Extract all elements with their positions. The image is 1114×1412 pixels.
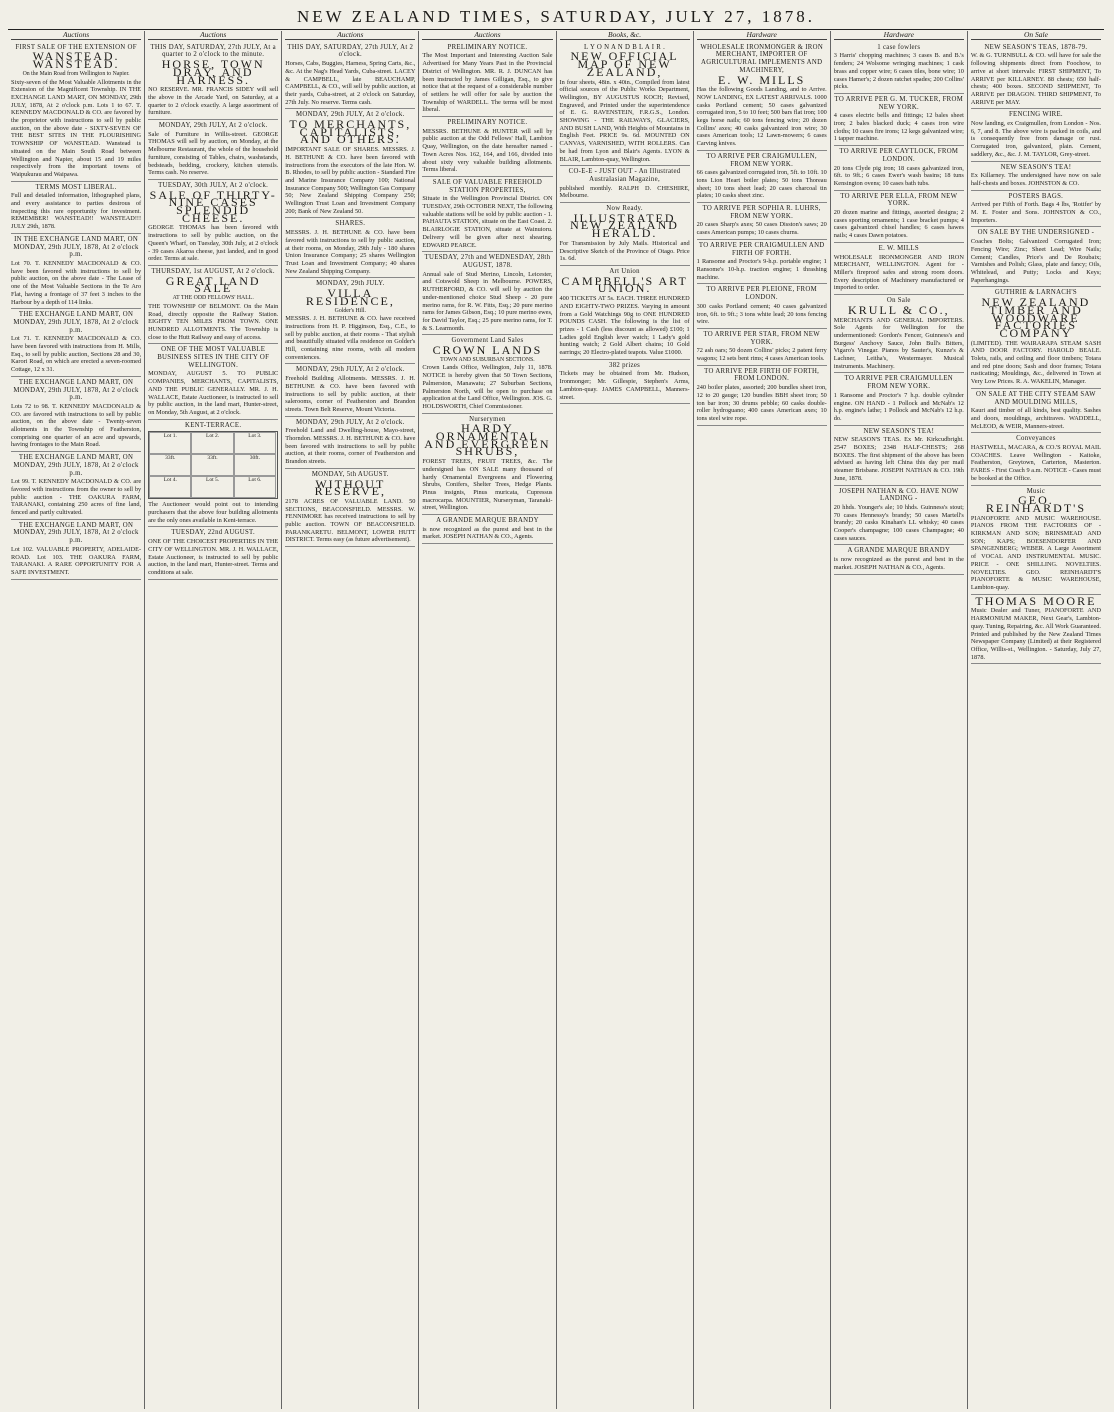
ad-body-text: Annual sale of Stud Merino, Lincoln, Leicester, and Cotswold Sheep in Melbourne. POWERS, RUTHERFORD, & CO. will sell by auction the under-mentioned choice Stud Sheep - 20 pure merino rams, for R. W. Fitts, Esq.; 20 pure merino rams for James Gibson, Esq.; 10 pure merino ewes, for David Taylor, Esq.; 25 pure merino rams, for T. & S. Learmonth. xyxy=(422,270,553,332)
ad-heading: Art Union xyxy=(609,267,640,275)
ad-heading: TUESDAY, 27th and WEDNESDAY, 28th AUGUST, 1878. xyxy=(424,254,551,269)
column-4 xyxy=(419,31,556,1409)
ad-body-text: Music Dealer and Tuner, PIANOFORTE AND HARMONIUM MAKER, Next Gear's, Lambton-quay. Tuning, Repairing, &c. All Work Guaranteed. Printed and published by the New Zealand Times Newspaper Company (Limited) at their Registered Office, Willis-st., Wellington. - Saturday, July 27, 1878. xyxy=(970,607,1101,661)
ad-body-text: 72 ash oars; 50 dozen Collins' picks; 2 patent ferry wagons; 12 sets bent rims; 4 cases American tools. xyxy=(696,347,827,363)
ad-heading: Now Ready. xyxy=(606,205,643,213)
advertisement xyxy=(11,309,141,377)
column-section-header: Books, &c. xyxy=(560,31,690,40)
ad-body-text: NEW SEASON'S TEAS. Ex Mr. Kirkcudbright. 2547 BOXES; 2348 HALF-CHESTS; 268 BOXES. The first shipment of the above has been advised as having left China this day per mail steamer Brisbane. JOSEPH NATHAN & CO. 19th June, 1878. xyxy=(833,436,964,482)
ad-heading: IN THE EXCHANGE LAND MART, ON MONDAY, 29th JULY, 1878, At 2 o'clock p.m. xyxy=(13,235,139,259)
advertisement xyxy=(697,151,827,203)
ad-display-title: GEO. REINHARDT'S xyxy=(985,493,1087,515)
ad-heading: THE EXCHANGE LAND MART, ON MONDAY, 29th JULY, 1878, At 2 o'clock p.m. xyxy=(13,311,139,334)
advertisement xyxy=(971,287,1101,388)
ad-display-title: KRULL & CO., xyxy=(848,302,950,317)
ad-body-text: Arrived per Fifth of Forth. Bags 4 lbs, 'Rotifer' by M. E. Foster and Sons. JOHNSTON & CO., Importers. xyxy=(970,201,1101,224)
advertisement xyxy=(834,373,964,425)
ad-heading: MONDAY, 29th JULY, At 2 o'clock. xyxy=(158,122,268,130)
advertisement xyxy=(971,42,1101,110)
advertisement xyxy=(148,266,278,344)
ad-heading: MONDAY, 29th JULY, At 2 o'clock. xyxy=(296,418,405,426)
advertisement xyxy=(285,218,415,278)
ad-body-text: For Transmission by July Mails. Historical and Descriptive Sketch of the Province of Otago. Price 1s. 6d. xyxy=(559,239,690,263)
ad-heading: TO ARRIVE PER CAYTLOCK, FROM LONDON. xyxy=(839,148,959,163)
advertisement xyxy=(148,180,278,266)
ad-heading: Music xyxy=(1026,487,1046,495)
ad-body-text: 66 cases galvanized corrugated iron, 5ft. to 10ft. 10 tons Lion Heart boiler plates; 50 tons Thoreau sheet; 10 tons sheet lead; 20 cases charcoal tin plates; 10 casks sheet zinc. xyxy=(696,169,827,200)
advertisement xyxy=(971,227,1101,287)
ad-heading: JOSEPH NATHAN & CO. HAVE NOW LANDING - xyxy=(838,487,959,503)
advertisement xyxy=(697,42,827,151)
ad-body-text: WHOLESALE IRONMONGER AND IRON MERCHANT, WELLINGTON. Agent for - Miller's fireproof safes and strong room doors. Every description of Machinery manufactured or imported to order. xyxy=(833,253,964,292)
lot-plan-table xyxy=(148,431,278,499)
ad-body-text: NO RESERVE. MR. FRANCIS SIDEY will sell the above in the Arcade Yard, on Saturday, at a quarter to 2 o'clock exactly. A large assortment of furniture. xyxy=(148,86,279,117)
ad-body-text: Lot 70. T. KENNEDY MACDONALD & CO. have been favored with instructions to sell by public auction, on the above date - The Lease of one of the Most Valuable Sections in the Te Aro Flat, having a frontage of 37 feet 3 inches to the Harbour by a depth of 114 links. xyxy=(11,259,142,306)
advertisement xyxy=(971,595,1101,665)
advertisement xyxy=(971,109,1101,161)
ad-heading: 382 prizes xyxy=(609,361,641,369)
ad-heading: On Sale xyxy=(886,297,911,305)
ad-body-text: Coaches Bolts; Galvanized Corrugated Iron; Fencing Wire; Zinc; Sheet Lead; Wire Nails; Cement; Candles, Price's and De Roubaix; Varnishes and Polish; Glass, plate and fancy; Oils, Whitelead, and Putty; Locks and Keys; Paperhangings. xyxy=(970,238,1101,284)
ad-body-text: W. & G. TURNBULL & CO. will have for sale the following shipments direct from Foochow, to arrive at short intervals: FIRST SHIPMENT, To ARRIVE per KILLARNEY. 88 chests; 650 half-chests; 400 boxes. SECOND SHIPMENT, To ARRIVE per DRAGON. THIRD SHIPMENT, To ARRIVE per MAY. xyxy=(970,52,1101,106)
ad-body-text: IMPORTANT SALE OF SHARES. MESSRS. J. H. BETHUNE & CO. have been favored with instructions from the executors of the late Hon. W. B. Rhodes, to sell by public auction - Standard Fire and Marine Insurance Company 100; National Insurance Company 500; Wellington Gas Company 50; New Zealand Shipping Company 250; Wellington Trust Loan and Investment Company 200; Bank of New Zealand 50. xyxy=(285,146,416,215)
ad-body-text: PIANOFORTE AND MUSIC WAREHOUSE. PIANOS FROM THE FACTORIES OF - KIRKMAN AND SON; BRINSMEAD AND SON; KAPS; BOESENDORFER AND SPANGENBERG; WEBER. A Large Assortment of VOCAL AND INSTRUMENTAL MUSIC. PRICE - ONE SHILLING. NOVELTIES. NOVELTIES. GEO. REINHARDT'S PIANOFORTE & MUSIC WAREHOUSE, Lambton-quay. xyxy=(970,514,1101,591)
ad-body-text: Ex Killarney. The undersigned have now on sale half-chests and boxes. JOHNSTON & CO. xyxy=(970,172,1101,187)
ad-body-text: MONDAY, AUGUST 5. TO PUBLIC COMPANIES, MERCHANTS, CAPITALISTS, AND THE PUBLIC GENERALLY. MR. J. H. WALLACE, Estate Auctioneer, is instructed to sell by public auction, in the land mart, Hunter-street, on Monday, 5th August, at 2 o'clock. xyxy=(148,370,279,416)
ad-body-text: Kauri and timber of all kinds, best quality. Sashes and doors, mouldings, architraves. WADDELL, McLEOD, & WEIR, Manners-street. xyxy=(970,407,1101,430)
ad-heading: THIS DAY, SATURDAY, 27th JULY, At a quarter to 2 o'clock to the minute. xyxy=(150,43,276,59)
advertisement xyxy=(834,545,964,574)
ad-heading: ONE OF THE MOST VALUABLE BUSINESS SITES IN THE CITY OF WELLINGTON. xyxy=(157,346,270,369)
ad-heading: TO ARRIVE PER FIRTH OF FORTH, FROM LONDON. xyxy=(704,367,820,383)
advertisement xyxy=(971,162,1101,191)
advertisement xyxy=(834,486,964,546)
ad-body-text: Now landing, ex Craigmullen, from London - Nos. 6, 7, and 8. The above wire is packed in coils, and is consequently free from damage or rust. Corrugated iron, galvanized, plain. Cement, saddlery, &c., &c. J. M. TAYLOR, Grey-street. xyxy=(970,120,1101,158)
ad-heading: NEW SEASON'S TEAS, 1878-79. xyxy=(984,43,1088,51)
ad-body-text: 2178 ACRES OF VALUABLE LAND. 50 SECTIONS, BEACONSFIELD. MESSRS. W. FENNIMORE has received instructions to sell by public auction. TOWN OF BEACONSFIELD. PARANKARETU. BELMONT, LOWER HUTT DISTRICT. Terms easy (as future advertisement). xyxy=(285,497,416,544)
lot-cell: Lot 3. xyxy=(234,432,276,454)
advertisement xyxy=(148,527,278,579)
ad-body-text: HASTWELL, MACARA, & CO.'S ROYAL MAIL COACHES. Leave Wellington - Kaitoke, Featherston, Greytown, Carterton, Masterton. FARES - First Coach 9 a.m. NOTICE - Cases must be booked at the Office. xyxy=(970,444,1101,482)
ad-display-title: THOMAS MOORE xyxy=(975,593,1097,608)
ad-heading: MONDAY, 29th JULY, At 2 o'clock. xyxy=(296,366,405,374)
ad-body-text: MERCHANTS AND GENERAL IMPORTERS. Sole Agents for Wellington for the undermentioned: Gordon's Fencer, Guinness's and Burgess' Anchovy Sauce, John Bull's Bitters, Vigaro's Vinegar. Pianos by Sauter's, Kunze's & Lachner, Leitha's, Westermayer. Musical instruments. Machinery. xyxy=(833,316,964,370)
ad-body-text: 4 cases electric bells and fittings; 12 bales sheet iron; 2 bales blacked duck; 4 cases iron wire cloths; 10 cases fire irons; 12 kegs galvanized wire; 1 tapper machine. xyxy=(833,112,964,143)
ad-heading: TO ARRIVE PER G. M. TUCKER, FROM NEW YORK. xyxy=(834,95,964,111)
ad-heading: Government Land Sales xyxy=(451,337,524,345)
advertisement xyxy=(285,42,415,110)
advertisement xyxy=(422,252,552,335)
ad-heading: 1 case fowlers xyxy=(877,43,921,51)
ad-heading: FENCING WIRE. xyxy=(1008,111,1063,119)
ad-heading: L Y O N A N D B L A I R . xyxy=(584,43,666,51)
ad-body-text: ONE OF THE CHOICEST PROPERTIES IN THE CITY OF WELLINGTON. MR. J. H. WALLACE, Estate Auctioneer, is instructed to sell by public auction, in the land mart, Hunter-street. Terms and conditions at sale. xyxy=(148,538,279,576)
advertisement xyxy=(422,414,552,515)
ad-display-title: VILLA RESIDENCE, xyxy=(305,286,395,308)
masthead-rule xyxy=(8,29,1104,30)
ad-heading: THURSDAY, 1st AUGUST, At 2 o'clock. xyxy=(151,267,275,275)
advertisement xyxy=(560,42,690,167)
ad-body-text: Full and detailed information, lithographed plans, and every assistance to parties desirous of inspecting this rare opportunity for investment. REMEMBER! WANSTEAD!! WANSTEAD!!! JULY 29th, 1878. xyxy=(11,192,142,231)
ad-heading: ON SALE AT THE CITY STEAM SAW AND MOULDING MILLS, xyxy=(976,390,1096,406)
ad-body-text: 20 tons Clyde pig iron; 18 cases galvanized iron, 6ft. to 9ft.; 6 cases Ewer's wash basins; 18 tuns Kensington ovens; 10 cases bath tubs. xyxy=(833,164,964,187)
column-6 xyxy=(694,31,831,1409)
advertisement xyxy=(697,329,827,366)
ad-display-title: NEW OFFICIAL MAP OF NEW ZEALAND, xyxy=(570,49,679,79)
advertisement xyxy=(148,120,278,180)
column-2 xyxy=(145,31,282,1409)
ad-subheading: Golder's Hill. xyxy=(334,307,366,314)
ad-body-text: Has the following Goods Landing, and to Arrive. NOW LANDING, EX LATEST ARRIVALS. 1000 casks Portland cement; 50 cases galvanized corrugated iron, 5 to 10 feet; 500 bars flat iron; 100 kegs horse nails; 60 tons fencing wire; 20 dozen Collins' axes; 40 casks galvanized iron wire; 30 cases American tools; 12 Lawn-mowers; 6 cases Carving knives. xyxy=(696,86,827,148)
advertisement xyxy=(422,177,552,252)
ad-heading: TO ARRIVE PER CRAIGMULLEN FROM NEW YORK. xyxy=(844,375,953,391)
ad-heading: WHOLESALE IRONMONGER & IRON MERCHANT, IMPORTER OF AGRICULTURAL IMPLEMENTS AND MACHINERY, xyxy=(700,43,824,74)
ad-heading: ON SALE BY THE UNDERSIGNED - xyxy=(977,229,1095,237)
advertisement xyxy=(834,426,964,486)
advertisement xyxy=(422,335,552,413)
columns-container xyxy=(8,31,1104,1409)
advertisement xyxy=(834,146,964,191)
column-section-header: Auctions xyxy=(422,31,552,40)
advertisement xyxy=(11,452,141,520)
lot-cell: Lot 4. xyxy=(149,476,191,498)
ad-body-text: MESSRS. BETHUNE & HUNTER will sell by public auction at the Odd Fellows' Hall, Lambton Quay, Wellington, on the date hereafter named - Town Acres Nos. 162, 164, and 166, divided into about sixty very valuable building allotments. Terms liberal. xyxy=(422,127,553,174)
advertisement xyxy=(11,377,141,452)
ad-heading: GUTHRIE & LARNACH'S xyxy=(994,289,1077,297)
column-7 xyxy=(831,31,968,1409)
ad-body-text: Freehold Land and Dwelling-house, Mayo-street, Thorndon. MESSRS. J. H. BETHUNE & CO. have been favored with instructions to sell by public auction, at their rooms, corner of Featherston and Brandon streets. xyxy=(285,427,416,466)
ad-heading: THE EXCHANGE LAND MART, ON MONDAY, 29th JULY, 1878, At 2 o'clock p.m. xyxy=(13,521,139,545)
advertisement xyxy=(285,109,415,218)
advertisement xyxy=(285,469,415,547)
advertisement xyxy=(560,166,690,203)
lot-cell: 33ft. xyxy=(149,454,191,476)
lot-cell: Lot 2. xyxy=(191,432,233,454)
ad-body-text: Crown Lands Office, Wellington, July 11, 1878. NOTICE is hereby given that 50 Town Sections, Palmerston, Manawatu; 27 Suburban Sections, Palmerston North, will be open to purchase on application at the Land Office, Wellington. JOS. G. HOLDSWORTH, Chief Commissioner. xyxy=(422,364,553,410)
ad-heading: SALE OF VALUABLE FREEHOLD STATION PROPERTIES, xyxy=(432,178,543,194)
ad-heading: FIRST SALE OF THE EXTENSION OF xyxy=(15,43,137,51)
ad-heading: THIS DAY, SATURDAY, 27th JULY, At 2 o'clock. xyxy=(287,43,414,59)
ad-body-text: In four sheets, 48in. x 40in., Compiled from latest official sources of the Public Works Department, Wellington, BY AUGUSTUS KOCH; Revised, Engraved, and Printed under the superintendence of E. G. RAVENSTEIN, F.R.G.S., London. SHOWING - THE RAILWAYS, GLACIERS, AND BUSH LAND, With Heights of Mountains in English Feet. PRICE 9s. 6d. MOUNTED ON CANVAS, VARNISHED, WITH ROLLERS. Can be had from Lyon and Blair's Agents. LYON & BLAIR, Lambton-quay, Wellington. xyxy=(559,78,690,163)
ad-body-text: 1 Ransome and Proctor's 7 h.p. double cylinder engine. ON HAND - 1 Pollock and McNab's 12 h.p. engine's lathe; 1 Pollock and McNab's 12 h.p. do. xyxy=(833,391,964,422)
column-section-header: Auctions xyxy=(148,31,278,40)
ad-heading: A GRANDE MARQUE BRANDY xyxy=(847,547,951,555)
ad-body-text: MESSRS. J. H. BETHUNE & CO. have been favored with instructions to sell by public auction, at their rooms, on Monday, 29th July - 180 shares Union Insurance Company; 25 shares Wellington Trust Loan and Investment Company; 40 shares New Zealand Shipping Company. xyxy=(285,229,416,275)
ad-heading: TO ARRIVE PER CRAIGMULLEN, FROM NEW YORK. xyxy=(706,152,817,168)
advertisement xyxy=(285,364,415,416)
ad-display-title: TO MERCHANTS, CAPITALISTS, AND OTHERS. xyxy=(289,117,412,147)
ad-body-text: is now recognized as the purest and best in the market. JOSEPH NATHAN & CO., Agents. xyxy=(422,525,553,541)
ad-heading: KENT-TERRACE. xyxy=(185,421,242,429)
advertisement xyxy=(422,117,552,177)
ad-display-title: SALE OF THIRTY-NINE CASES SPLENDID CHEESE. xyxy=(149,187,277,225)
advertisement xyxy=(560,203,690,266)
ad-heading: THE EXCHANGE LAND MART, ON MONDAY, 29th JULY, 1878, At 2 o'clock p.m. xyxy=(13,454,139,477)
ad-heading: TUESDAY, 22nd AUGUST. xyxy=(171,529,255,537)
column-section-header: On Sale xyxy=(971,31,1101,40)
lot-cell: Lot 5. xyxy=(191,476,233,498)
ad-body-text: Lot 99. T. KENNEDY MACDONALD & CO. are favored with instructions from the owner to sell by public auction - THE OAKURA FARM, TARANAKI, containing 250 acres of fine land, fenced and partly cultivated. xyxy=(11,478,142,517)
advertisement xyxy=(834,295,964,373)
advertisement xyxy=(422,515,552,544)
advertisement xyxy=(971,433,1101,485)
ad-body-text: GEORGE THOMAS has been favored with instructions to sell by public auction, on the Queen's Wharf, on Tuesday, 30th July, at 2 o'clock - 39 cases Akaroa cheese, just landed, and in good order. Terms at sale. xyxy=(148,224,279,263)
ad-body-text: 20 hhds. Younger's ale; 10 hhds. Guinness's stout; 70 cases Hennessy's brandy; 50 cases Martell's brandy; 20 casks Kinahan's LL whisky; 40 cases Cooper's champagne; 100 cases Champagne; 40 cases sauces. xyxy=(833,503,964,542)
ad-body-text: Tickets may be obtained from Mr. Hudson, Ironmonger; Mr. Gillespie, Stephen's Arms, Lambton-quay. JAMES CAMPBELL, Manners-street. xyxy=(559,370,690,401)
ad-body-text: Situate in the Wellington Provincial District. ON TUESDAY, 29th OCTOBER NEXT, The following valuable stations will be sold by public auction - 1. PAHAUTA STATION, situate on the East Coast. 2. BLAIRLOGIE STATION, situate at Wainuioru. Delivery will be given after next shearing. EDWARD PEARCE. xyxy=(422,195,553,249)
ad-body-text: Horses, Cabs, Buggies, Harness, Spring Carts, &c., &c. At the Nag's Head Yards, Cuba-street. LACEY & CAMPBELL, late BEAUCHAMP, CAMPBELL, & CO., will sell by public auction, at their yards, Cuba-street, at 2 o'clock on Saturday, 27th July. No reserve. Terms cash. xyxy=(285,60,416,106)
ad-body-text: 1 Ransome and Proctor's 9-h.p. portable engine; 1 Ransome's 10-h.p. traction engine; 1 thrashing machine. xyxy=(696,258,827,281)
lot-cell: 33ft. xyxy=(191,454,233,476)
ad-body-text: Freehold Building Allotments. MESSRS. J. H. BETHUNE & CO. have been favored with instructions to sell by public auction, at their salerooms, corner of Featherston and Brandon streets. Town Belt Reserve, Mount Victoria. xyxy=(285,375,416,413)
ad-display-title: HORSE, TOWN DRAY, AND HARNESS. xyxy=(161,57,265,87)
ad-body-text: Lot 71. T. KENNEDY MACDONALD & CO. have been favored with instructions from H. Mills, Esq., to sell by public auction, Sections 28 and 30, Karori Road, on which are erected a seven-roomed Cottage, 12 x 31. xyxy=(11,335,142,374)
ad-heading: E. W. MILLS xyxy=(878,244,919,252)
ad-body-text: (LIMITED). THE WAIRARAPA STEAM SASH AND DOOR FACTORY. HAROLD BEALE. Tolets, rails, and ceiling and floor timbers; Totara and red pine doors; Sash and door frames; Totara rusticating; Mouldings, &c., delivered in Town at Very Low Prices. R. A. WAKELIN, Manager. xyxy=(970,339,1101,386)
advertisement xyxy=(971,389,1101,434)
advertisement xyxy=(834,42,964,94)
ad-body-text: 20 cases Sharp's axes; 50 cases Disston's saws; 20 cases American pumps; 10 cases churns. xyxy=(696,221,827,237)
column-1 xyxy=(8,31,145,1409)
masthead-title: NEW ZEALAND TIMES, SATURDAY, JULY 27, 1878. xyxy=(297,7,815,26)
ad-heading: NEW SEASON'S TEA! xyxy=(863,427,935,435)
advertisement xyxy=(422,42,552,117)
ad-heading: PRELIMINARY NOTICE. xyxy=(447,43,528,51)
ad-heading: POSTERS BAGS. xyxy=(1008,192,1064,200)
advertisement xyxy=(11,42,141,182)
ad-body-text: 240 boiler plates, assorted; 200 bundles sheet iron, 12 to 20 gauge; 120 bundles BBH sheet iron; 50 ton bar iron; 30 drums pebble; 60 casks double-roller hydroguano; 400 cases American axes; 10 tons steel wire rope. xyxy=(696,384,827,422)
column-section-header: Hardware xyxy=(834,31,964,40)
advertisement xyxy=(148,42,278,120)
advertisement xyxy=(697,284,827,329)
ad-heading: Nurserymen xyxy=(469,415,506,423)
ad-heading: TO ARRIVE PER SOPHIA R. LUHRS, FROM NEW YORK. xyxy=(702,205,821,220)
advertisement xyxy=(285,417,415,469)
ad-heading: MONDAY, 29th JULY. xyxy=(316,280,385,288)
column-section-header: Auctions xyxy=(285,31,415,40)
ad-display-title: E. W. MILLS xyxy=(718,72,806,87)
ad-heading: TO ARRIVE PER CRAIGMULLEN AND FIRTH OF FORTH. xyxy=(698,241,825,257)
advertisement xyxy=(697,240,827,285)
advertisement xyxy=(834,94,964,146)
ad-heading: TO ARRIVE PER ELLA, FROM NEW YORK. xyxy=(840,192,958,208)
advertisement xyxy=(148,344,278,419)
ad-heading: MONDAY, 29th JULY, At 2 o'clock. xyxy=(296,111,405,119)
advertisement xyxy=(148,420,278,528)
ad-heading: THE EXCHANGE LAND MART, ON MONDAY, 29th JULY, 1878, At 2 o'clock p.m. xyxy=(13,378,139,402)
ad-heading: NEW SEASON'S TEA! xyxy=(1000,163,1072,171)
ad-body-text: is now recognized as the purest and best in the market. JOSEPH NATHAN & CO., Agents. xyxy=(833,556,964,571)
advertisement xyxy=(11,234,141,309)
lot-cell: 30ft. xyxy=(234,454,276,476)
ad-subheading: AT THE ODD FELLOWS' HALL. xyxy=(172,295,254,302)
ad-heading: PRELIMINARY NOTICE. xyxy=(447,119,528,127)
column-section-header: Hardware xyxy=(697,31,827,40)
advertisement xyxy=(560,360,690,405)
ad-display-title: HARDY ORNAMENTAL AND EVERGREEN SHRUBS, xyxy=(424,421,551,459)
advertisement xyxy=(971,191,1101,228)
ad-subheading: TOWN AND SUBURBAN SECTIONS. xyxy=(440,356,535,363)
ad-body-text: FOREST TREES, FRUIT TREES, &c. The undersigned has ON SALE many thousand of hardy Ornamental Evergreens and Flowering Shrubs, Conifers, Shelter Trees, Hedge Plants. Pinus insignis, Pinus muricata, Cupressus macrocarpa. MOUNTIER, Nurseryman, Taranaki-street, Wellington. xyxy=(422,458,553,512)
ad-display-title: CAMPBELL'S ART UNION. xyxy=(561,273,688,296)
advertisement xyxy=(11,520,141,580)
lot-cell: Lot 1. xyxy=(149,432,191,454)
ad-body-text: MESSRS. J. H. BETHUNE & CO. have received instructions from H. P. Higginson, Esq., C.E., to sell by public auction, at their rooms - That stylish and beautifully situated villa residence on Golder's Hill, containing nine rooms, with all modern conveniences. xyxy=(285,315,416,361)
ad-body-text: published monthly. RALPH D. CHESHIRE, Melbourne. xyxy=(559,184,690,200)
ad-heading: CO-E-E - JUST OUT - An Illustrated Australasian Magazine, xyxy=(568,168,681,183)
lot-cell: Lot 6. xyxy=(234,476,276,498)
ad-display-title: CROWN LANDS xyxy=(432,343,543,358)
advertisement xyxy=(697,203,827,240)
ad-body-text: Sale of Furniture in Willis-street. GEORGE THOMAS will sell by auction, on Monday, at the Melbourne Restaurant, the whole of the household furniture, consisting of Tables, chairs, washstands, bedsteads, bedding, crockery, kitchen utensils. Terms cash. No reserve. xyxy=(148,130,279,177)
ad-body-text: The Auctioneer would point out to intending purchasers that the above four building allotments are the only ones available in Kent-terrace. xyxy=(148,501,279,524)
ad-heading: MONDAY, 5th AUGUST. xyxy=(311,470,389,478)
advertisement xyxy=(834,191,964,243)
ad-heading: TUESDAY, 30th JULY, At 2 o'clock. xyxy=(158,181,269,189)
ad-heading: TERMS MOST LIBERAL. xyxy=(35,183,117,191)
ad-display-title: ILLUSTRATED NEW ZEALAND HERALD. xyxy=(570,210,679,241)
ad-subheading: On the Main Road from Wellington to Napier. xyxy=(22,70,130,77)
ad-body-text: Lots 72 to 98. T. KENNEDY MACDONALD & CO. are favored with instructions to sell by public auction, on the above date - Twenty-seven allotments in the Township of Featherston, comprising one quarter of an acre and upwards, having frontages to the Main Road. xyxy=(11,402,142,449)
ad-body-text: 300 casks Portland cement; 40 cases galvanized iron, 6ft. to 9ft.; 3 tons white lead; 20 tons fencing wire. xyxy=(696,302,827,326)
ad-body-text: 400 TICKETS AT 5s. EACH. THREE HUNDRED AND EIGHTY-TWO PRIZES. Varying in amount from a Gold Watchings 90g to ONE HUNDRED POUNDS CASH. The following is the list of prizes - 1 Cash (less discount as allowed) £100; 1 Ladies gold English lever watch; 1 Lady's gold hunting watch; 2 Gold Albert chains; 10 Gold earrings; 20 Electro-plated teapots. Value £1000. xyxy=(559,295,690,357)
advertisement xyxy=(697,366,827,426)
ad-heading: SHARES. xyxy=(335,220,366,228)
advertisement xyxy=(285,278,415,364)
column-5 xyxy=(557,31,694,1409)
ad-body-text: The Most Important and Interesting Auction Sale Advertised for Many Years Past in the Provincial District of Wellington. MR. R. J. DUNCAN has been instructed by James Gilligan, Esq., to give notice that at the request of a considerable number of settlers he will offer for sale by auction the Township of WARDELL. The terms will be most liberal. xyxy=(422,52,553,114)
advertisement xyxy=(834,243,964,295)
ad-heading: A GRANDE MARQUE BRANDY xyxy=(436,517,539,525)
ad-heading: TO ARRIVE PER STAR, FROM NEW YORK. xyxy=(703,330,820,346)
ad-display-title: WANSTEAD. WANSTEAD. xyxy=(32,49,120,72)
ad-body-text: 3 Harris' chopping machines; 3 cases B. and B.'s fenders; 24 Wolsome wringing machines; 1 cask brass and copper wire; 6 cases tiles, bone wire; 10 cases Hamer's; 2 dozen ratchet spades; 200 Collins' picks. xyxy=(833,52,964,91)
ad-heading: TO ARRIVE PER PLEIONE, FROM LONDON. xyxy=(706,286,817,302)
column-section-header: Auctions xyxy=(11,31,141,40)
advertisement xyxy=(11,182,141,234)
ad-body-text: Sixty-seven of the Most Valuable Allotments in the Extension of the Magnificent Township. IN THE EXCHANGE LAND MART, ON MONDAY, 29th JULY, 1878, At 2 o'clock p.m. Lots 1 to 67. T. KENNEDY MACDONALD & CO. are favored by the proprietor with instructions to sell by public auction, on the above date - SIXTY-SEVEN OF THE BEST SITES IN THE FLOURISHING TOWNSHIP OF WANSTEAD. Wanstead is situated on the Main South Road between Wellington and Napier, about 15 and 19 miles respectively from the important towns of Waipukurau and Waipawa. xyxy=(11,78,142,178)
ad-display-title: GREAT LAND SALE xyxy=(165,273,261,296)
advertisement xyxy=(560,266,690,360)
ad-body-text: THE TOWNSHIP OF BELMONT. On the Main Road, directly opposite the Railway Station. EIGHTY TEN MILES FROM TOWN. ONE HUNDRED ALLOTMENTS. The Township is close to the Hutt Railway and easy of access. xyxy=(148,302,279,341)
ad-body-text: 20 dozen marine and fittings, assorted designs; 2 cases sporting ornaments; 1 case bracket pumps; 4 cases galvanized chisel handles; 6 cases hawes nails; 4 cases Dawn potatoes. xyxy=(833,209,964,240)
column-3 xyxy=(282,31,419,1409)
ad-display-title: WITHOUT RESERVE, xyxy=(314,476,386,499)
ad-heading: Conveyances xyxy=(1016,435,1056,443)
column-8 xyxy=(968,31,1104,1409)
ad-body-text: Lot 102. VALUABLE PROPERTY, ADELAIDE-ROAD. Lot 103. THE OAKURA FARM, TARANAKI. A RARE OPPORTUNITY FOR A SAFE INVESTMENT. xyxy=(11,545,142,576)
advertisement xyxy=(971,486,1101,595)
ad-display-title: NEW ZEALAND TIMBER AND WOODWARE FACTORIES COMPANY xyxy=(981,295,1091,340)
